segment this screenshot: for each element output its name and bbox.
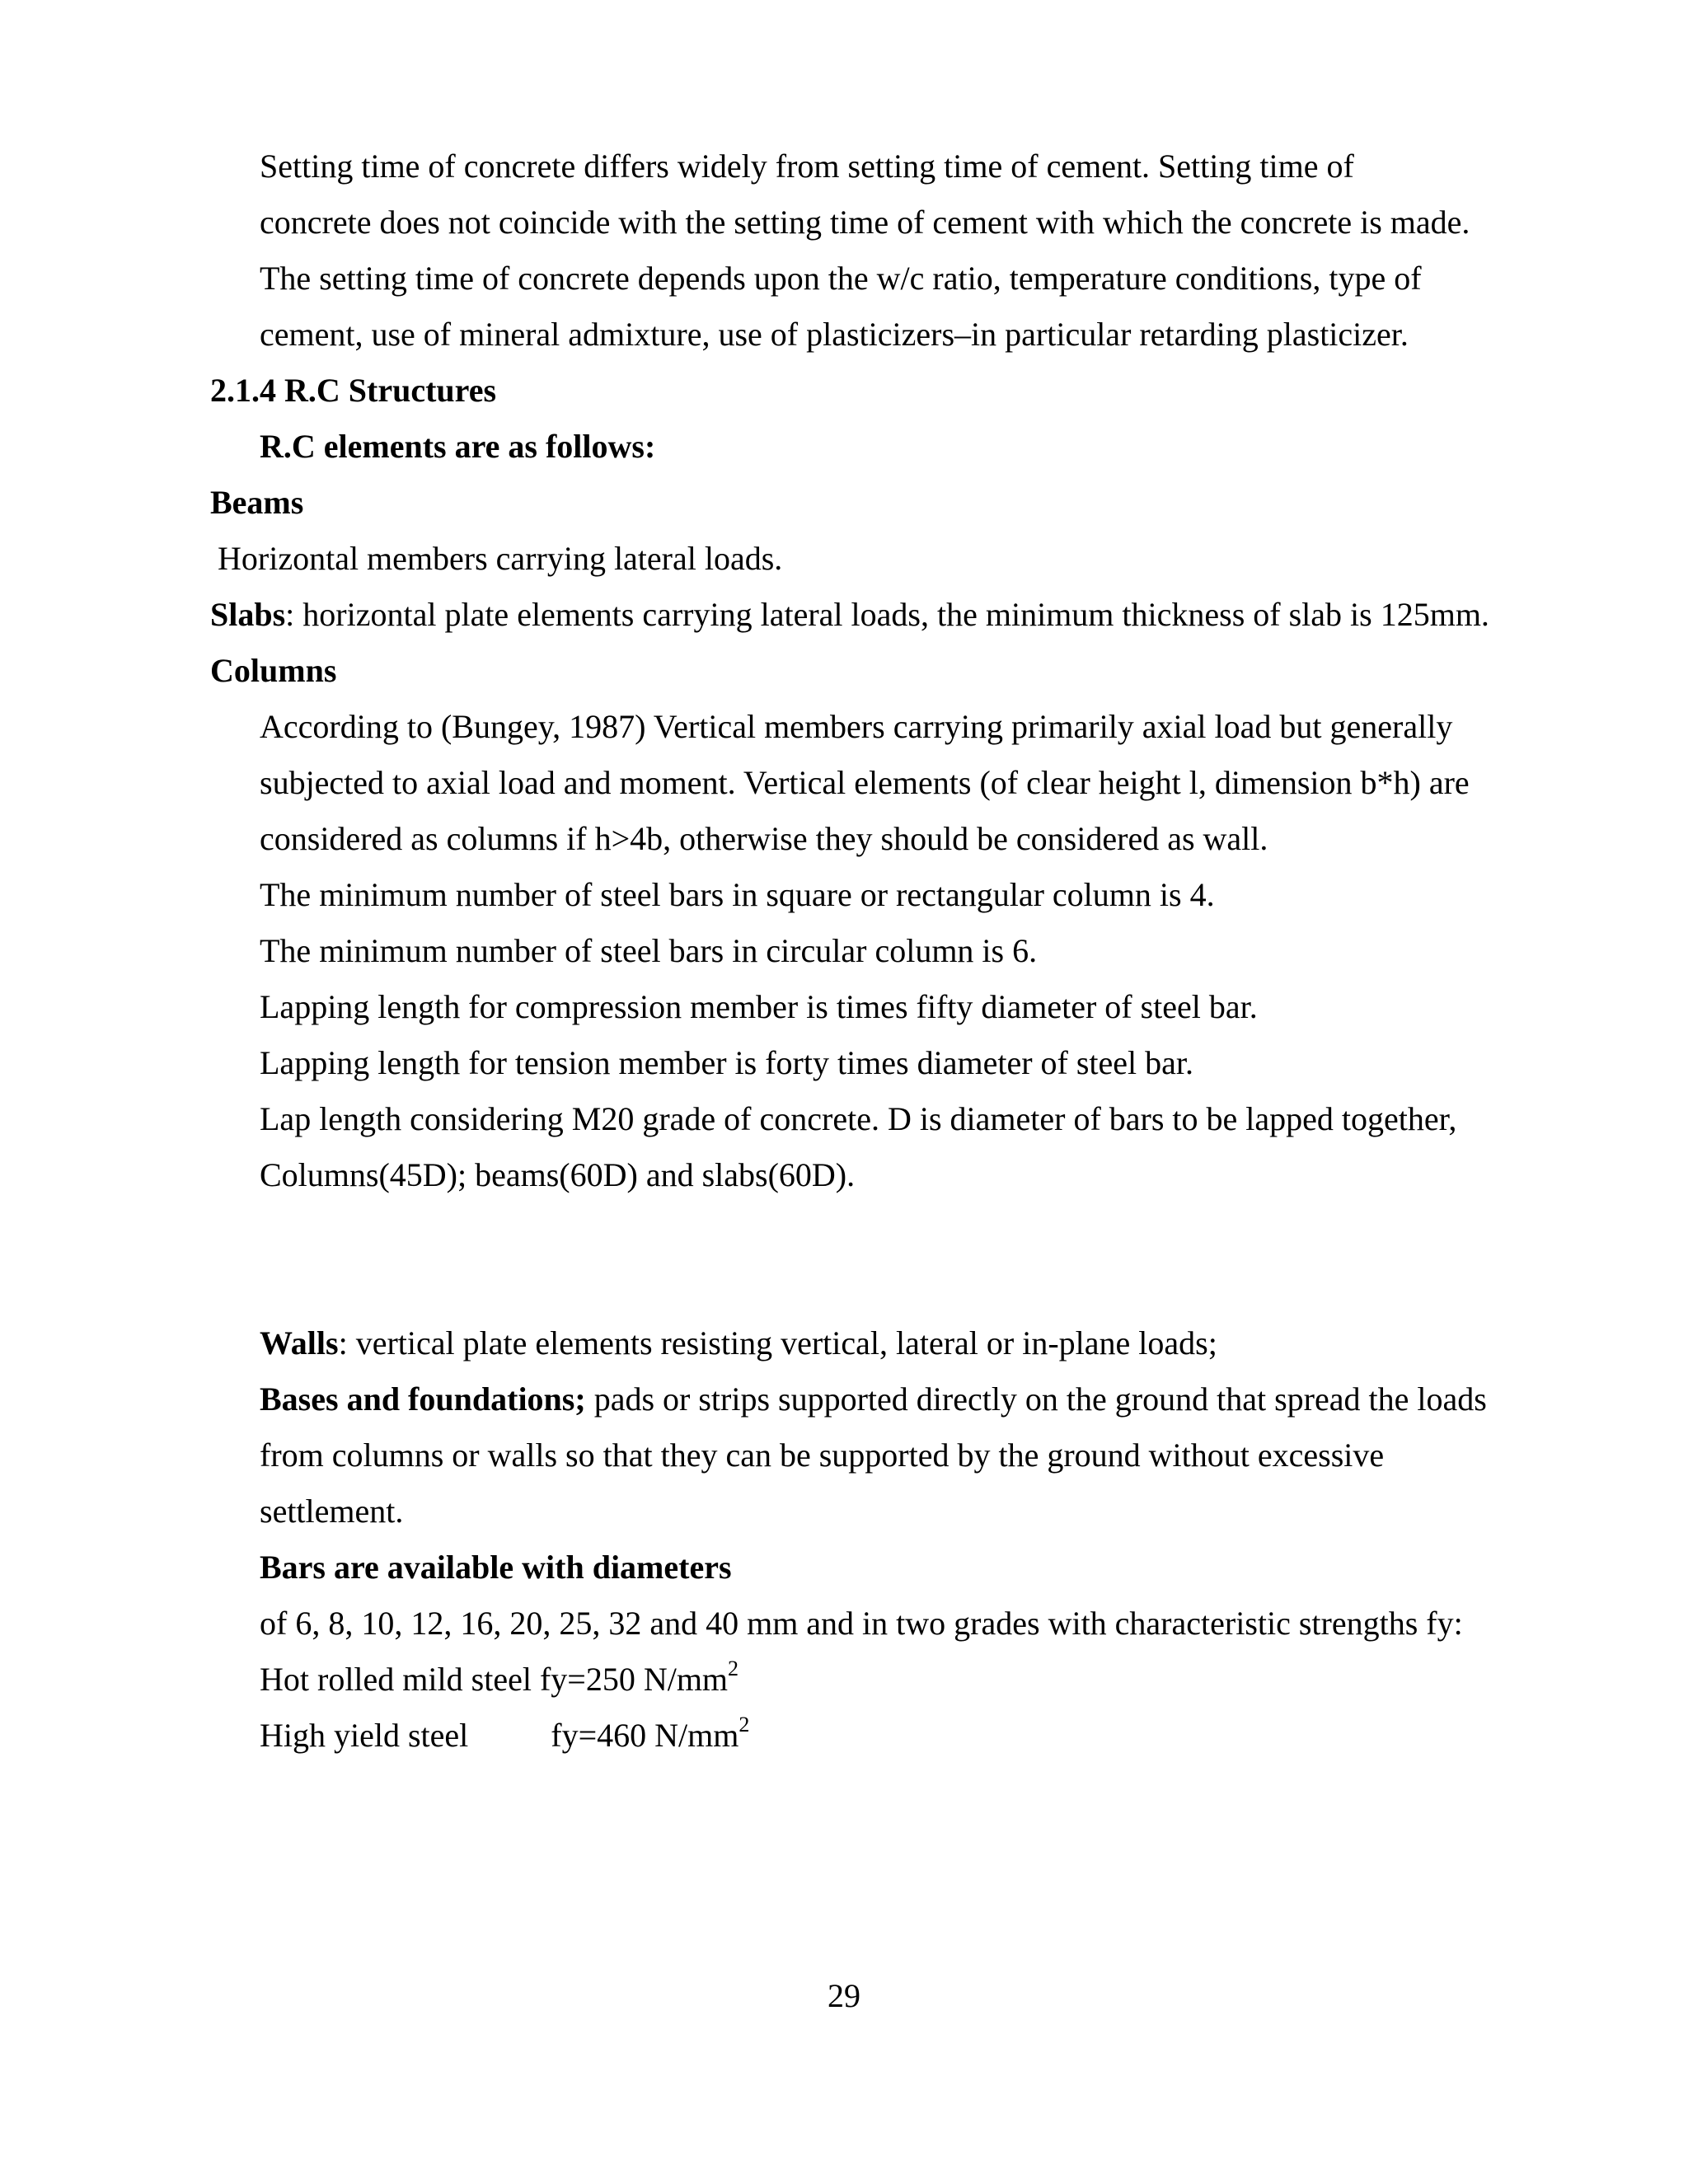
slabs-text: : horizontal plate elements carrying lateral loads, the minimum thickness of slab is 125mm. — [285, 596, 1489, 633]
columns-line-3: considered as columns if h>4b, otherwise they should be considered as wall. — [260, 820, 1268, 857]
slabs-paragraph — [210, 595, 1489, 635]
mild-steel-line — [260, 1657, 739, 1704]
walls-paragraph — [260, 1324, 1217, 1363]
columns-heading: Columns — [210, 652, 337, 689]
columns-line-6: Lapping length for compression member is times fifty diameter of steel bar. — [260, 988, 1258, 1025]
walls-text: : vertical plate elements resisting vertical, lateral or in-plane loads; — [338, 1324, 1217, 1361]
high-yield-line — [260, 1713, 750, 1760]
columns-line-9: Columns(45D); beams(60D) and slabs(60D). — [260, 1156, 856, 1193]
columns-line-1: According to (Bungey, 1987) Vertical members carrying primarily axial load but generally — [260, 708, 1453, 745]
columns-line-7: Lapping length for tension member is forty times diameter of steel bar. — [260, 1044, 1194, 1081]
columns-line-8: Lap length considering M20 grade of concrete. D is diameter of bars to be lapped together, — [260, 1100, 1457, 1137]
setting-time-line-3: The setting time of concrete depends upon the w/c ratio, temperature conditions, type of — [260, 260, 1422, 297]
elements-intro: R.C elements are as follows: — [260, 428, 656, 465]
bases-label: Bases and foundations; — [260, 1380, 586, 1418]
bases-paragraph — [260, 1380, 1487, 1419]
mild-steel-label: Hot rolled mild steel fy=250 N/mm — [260, 1661, 729, 1698]
setting-time-line-4: cement, use of mineral admixture, use of plasticizers–in particular retarding plasticizer. — [260, 316, 1409, 353]
bars-diameters-line: of 6, 8, 10, 12, 16, 20, 25, 32 and 40 mm and in two grades with characteristic strengths fy: — [260, 1605, 1463, 1642]
beams-text: Horizontal members carrying lateral loads. — [218, 540, 783, 577]
section-heading: 2.1.4 R.C Structures — [210, 372, 497, 409]
slabs-label: Slabs — [210, 596, 286, 633]
columns-line-2: subjected to axial load and moment. Vertical elements (of clear height l, dimension b*h) are — [260, 764, 1470, 801]
bars-heading: Bars are available with diameters — [260, 1549, 732, 1586]
bases-line-2: from columns or walls so that they can be supported by the ground without excessive — [260, 1436, 1385, 1474]
setting-time-line-1: Setting time of concrete differs widely from setting time of cement. Setting time of — [260, 148, 1354, 185]
bases-line-3: settlement. — [260, 1493, 404, 1530]
mild-steel-exponent: 2 — [728, 1657, 739, 1680]
walls-label: Walls — [260, 1324, 339, 1361]
setting-time-line-2: concrete does not coincide with the setting time of cement with which the concrete is made. — [260, 204, 1470, 241]
beams-heading: Beams — [210, 484, 304, 521]
columns-line-4: The minimum number of steel bars in square or rectangular column is 4. — [260, 876, 1215, 913]
high-yield-exponent: 2 — [738, 1713, 750, 1736]
page-number: 29 — [828, 1977, 860, 2014]
bases-line-1: pads or strips supported directly on the ground that spread the loads — [585, 1380, 1487, 1418]
high-yield-value: fy=460 N/mm — [551, 1717, 739, 1754]
columns-line-5: The minimum number of steel bars in circular column is 6. — [260, 932, 1038, 969]
high-yield-label: High yield steel — [260, 1717, 469, 1754]
